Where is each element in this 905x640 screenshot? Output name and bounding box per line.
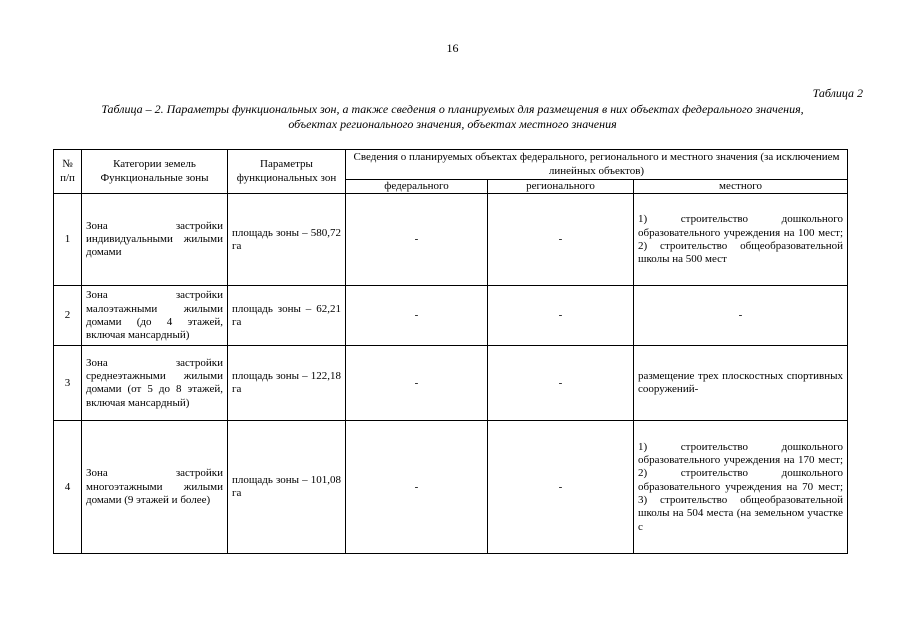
table-caption (30, 102, 875, 132)
row-num: 4 (54, 421, 82, 554)
header-federal: федерального (346, 180, 488, 194)
header-category: Категории земель Функциональные зоны (82, 150, 228, 194)
table-row (54, 194, 848, 286)
header-num: № п/п (54, 150, 82, 194)
row-num: 1 (54, 194, 82, 286)
caption-line-1: Таблица – 2. Параметры функциональных зон, а также сведения о планируемых для размещения в них объектах федерального значения, (101, 102, 804, 116)
row-regional: - (488, 286, 634, 346)
table-row (54, 421, 848, 554)
row-local: 1) строительство дошкольного образовательного учреждения на 170 мест; 2) строительство дошкольного образовательного учреждения на 70 мест; 3) строительство общеобразовательной школы на 504 места (на земельном участке с (634, 421, 848, 554)
row-federal: - (346, 194, 488, 286)
header-local: местного (634, 180, 848, 194)
row-num: 3 (54, 346, 82, 421)
row-zone: Зона застройки среднеэтажными жилыми домами (от 5 до 8 этажей, включая мансардный) (82, 346, 228, 421)
table-row (54, 346, 848, 421)
row-num: 2 (54, 286, 82, 346)
row-local: - (634, 286, 848, 346)
row-regional: - (488, 346, 634, 421)
caption-line-2: объектах регионального значения, объектах местного значения (288, 117, 617, 131)
row-params: площадь зоны – 580,72 га (228, 194, 346, 286)
row-regional: - (488, 194, 634, 286)
row-params: площадь зоны – 122,18 га (228, 346, 346, 421)
row-local: размещение трех плоскостных спортивных сооружений- (634, 346, 848, 421)
row-zone: Зона застройки малоэтажными жилыми домами (до 4 этажей, включая мансардный) (82, 286, 228, 346)
header-row (54, 150, 848, 180)
row-regional: - (488, 421, 634, 554)
row-federal: - (346, 421, 488, 554)
table-row (54, 286, 848, 346)
header-params: Параметры функциональных зон (228, 150, 346, 194)
page-number: 16 (446, 41, 459, 55)
zones-table (53, 149, 848, 554)
row-zone: Зона застройки индивидуальными жилыми домами (82, 194, 228, 286)
row-zone: Зона застройки многоэтажными жилыми домами (9 этажей и более) (82, 421, 228, 554)
table-number: Таблица 2 (812, 86, 863, 100)
row-local: 1) строительство дошкольного образовательного учреждения на 100 мест; 2) строительство общеобразовательной школы на 500 мест (634, 194, 848, 286)
row-params: площадь зоны – 101,08 га (228, 421, 346, 554)
header-info: Сведения о планируемых объектах федерального, регионального и местного значения (за исключением линейных объектов) (346, 150, 848, 180)
row-params: площадь зоны – 62,21 га (228, 286, 346, 346)
row-federal: - (346, 346, 488, 421)
row-federal: - (346, 286, 488, 346)
header-regional: регионального (488, 180, 634, 194)
